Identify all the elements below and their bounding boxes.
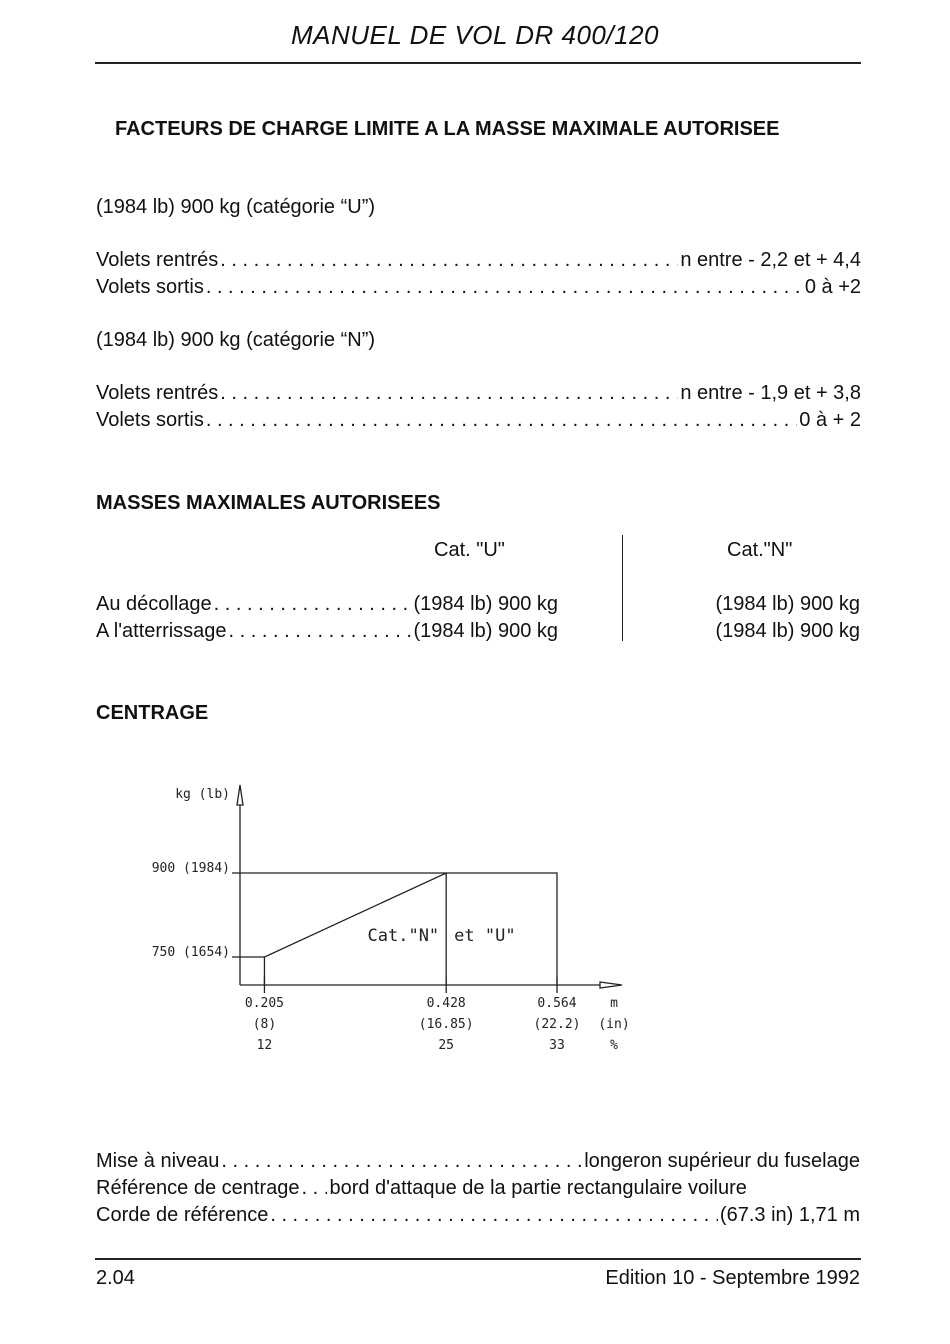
x-unit-in: (in) — [598, 1017, 630, 1032]
dot-leader — [301, 1177, 327, 1200]
x-tick-label-in: (8) — [252, 1017, 277, 1032]
row-label: Mise à niveau — [96, 1150, 220, 1172]
x-tick-label-pct: 25 — [438, 1038, 455, 1053]
row-label: A l'atterrissage — [96, 620, 227, 642]
y-axis-label: kg (lb) — [175, 787, 230, 802]
row-value: bord d'attaque de la partie rectangulaire voilure — [329, 1177, 747, 1199]
row-value-u: (1984 lb) 900 kg — [413, 593, 558, 615]
x-unit-pct: % — [610, 1038, 618, 1053]
centrage-heading: CENTRAGE — [96, 702, 209, 724]
row-label: Volets rentrés — [96, 382, 219, 404]
masses-col-n-header: Cat."N" — [727, 539, 793, 561]
dot-leader — [270, 1204, 718, 1227]
x-tick-label-m: 0.564 — [537, 996, 577, 1011]
y-axis-arrow — [237, 785, 243, 805]
masses-landing-cat-n: (1984 lb) 900 kg — [715, 620, 860, 642]
row-value: (67.3 in) 1,71 m — [719, 1204, 860, 1226]
x-unit-m: m — [610, 996, 618, 1011]
row-label: Volets sortis — [96, 276, 204, 298]
row-value: n entre - 1,9 et + 3,8 — [680, 382, 861, 404]
masses-heading: MASSES MAXIMALES AUTORISEES — [96, 492, 441, 514]
row-value: 0 à +2 — [804, 276, 861, 298]
region-label-cat-n: Cat."N" — [367, 926, 440, 946]
cat-n-label: (1984 lb) 900 kg (catégorie “N”) — [96, 329, 376, 351]
x-tick-label-in: (16.85) — [418, 1017, 474, 1032]
edition-info: Edition 10 - Septembre 1992 — [605, 1267, 860, 1289]
masses-col-u-header: Cat. "U" — [434, 539, 505, 561]
masses-takeoff-cat-n: (1984 lb) 900 kg — [715, 593, 860, 615]
row-label: Volets sortis — [96, 409, 204, 431]
row-value: n entre - 2,2 et + 4,4 — [680, 249, 861, 271]
x-tick-label-in: (22.2) — [533, 1017, 581, 1032]
page-number: 2.04 — [96, 1267, 135, 1289]
cat-u-label: (1984 lb) 900 kg (catégorie “U”) — [96, 196, 376, 218]
y-tick-label: 750 (1654) — [151, 945, 230, 960]
y-tick-label: 900 (1984) — [151, 861, 230, 876]
x-tick-label-m: 0.205 — [244, 996, 285, 1011]
x-axis-arrow — [600, 982, 622, 988]
ref-leveling-row — [96, 1150, 860, 1173]
x-tick-label-m: 0.428 — [426, 996, 466, 1011]
row-label: Référence de centrage — [96, 1177, 300, 1199]
page-title: MANUEL DE VOL DR 400/120 — [291, 20, 659, 50]
ref-datum-row — [96, 1177, 860, 1200]
row-value: 0 à + 2 — [799, 409, 861, 431]
row-label: Corde de référence — [96, 1204, 269, 1226]
dot-leader — [221, 1150, 582, 1173]
load-factors-heading: FACTEURS DE CHARGE LIMITE A LA MASSE MAXIMALE AUTORISEE — [115, 118, 780, 140]
footer-rule — [95, 1258, 861, 1260]
x-tick-label-pct: 12 — [256, 1038, 273, 1053]
row-label: Au décollage — [96, 593, 212, 615]
row-value-u: (1984 lb) 900 kg — [413, 620, 558, 642]
x-tick-label-pct: 33 — [549, 1038, 565, 1053]
ref-chord-row — [96, 1204, 860, 1227]
row-value: longeron supérieur du fuselage — [584, 1150, 860, 1172]
row-label: Volets rentrés — [96, 249, 219, 271]
region-label-cat-u: et "U" — [454, 926, 516, 946]
